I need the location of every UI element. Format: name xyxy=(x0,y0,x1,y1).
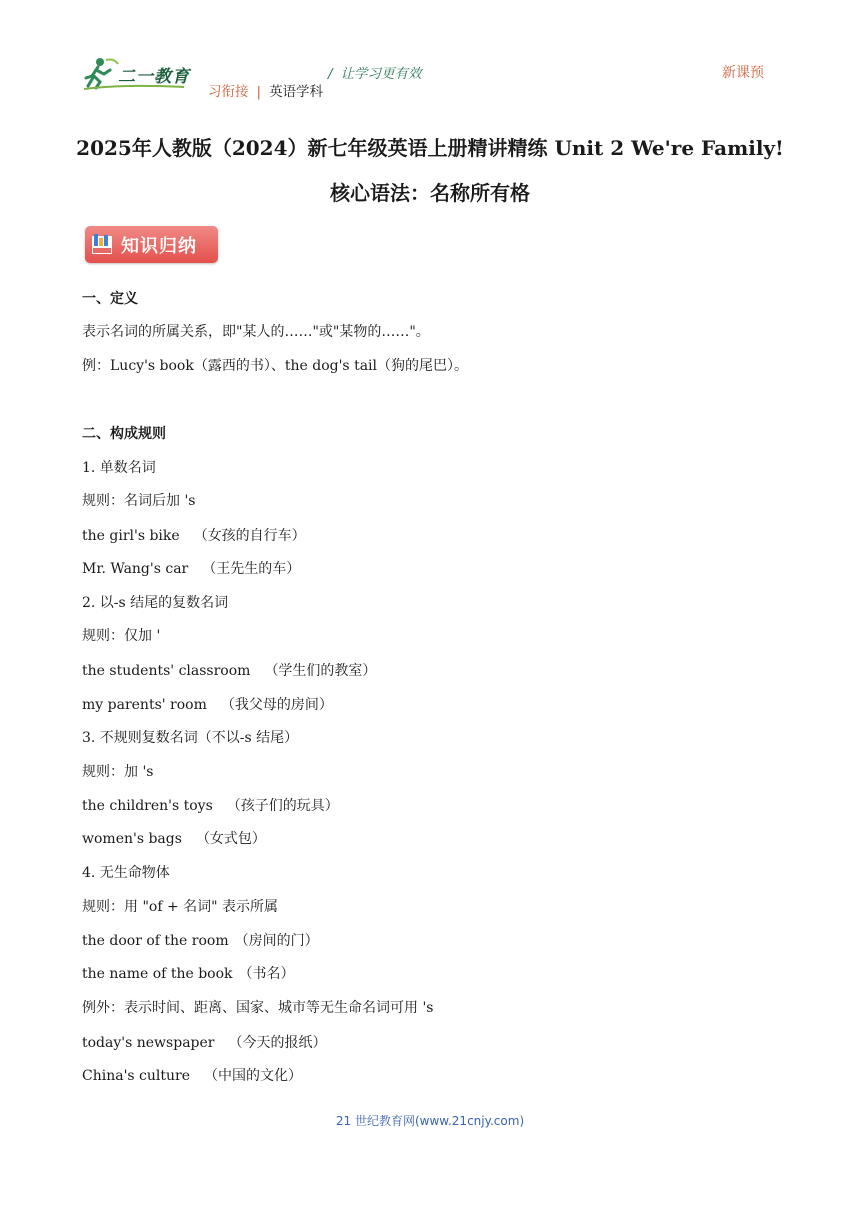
footer-link[interactable]: 21 世纪教育网(www.21cnjy.com) xyxy=(335,1114,525,1128)
example-line xyxy=(82,797,339,815)
example-line xyxy=(82,696,333,714)
example-line xyxy=(82,1034,326,1052)
definition-example: 例：Lucy's book（露西的书）、the dog's tail（狗的尾巴）。 xyxy=(82,358,468,374)
knowledge-badge xyxy=(85,226,218,263)
example-line xyxy=(82,1067,302,1085)
document-subtitle: 核心语法：名称所有格 xyxy=(330,181,530,205)
section-heading-rules: 二、构成规则 xyxy=(82,426,166,442)
slogan-text: 让学习更有效 xyxy=(340,66,422,82)
book-stack-icon xyxy=(91,232,113,256)
example-cn: （我父母的房间） xyxy=(220,697,333,713)
example-cn: （孩子们的玩具） xyxy=(226,798,339,814)
example-cn: （书名） xyxy=(238,966,295,982)
subline xyxy=(208,80,323,100)
course-label-continued: 习衔接 xyxy=(208,84,249,100)
example-en: today's newspaper xyxy=(82,1035,215,1051)
subject-label: 英语学科 xyxy=(269,84,324,100)
example-line xyxy=(82,830,266,848)
slogan xyxy=(328,62,422,82)
definition-text: 表示名词的所属关系，即"某人的……"或"某物的……"。 xyxy=(82,324,430,340)
rule-3-text: 规则：加 's xyxy=(82,764,154,780)
example-cn: （女孩的自行车） xyxy=(193,528,306,544)
slogan-slash: / xyxy=(328,66,333,82)
example-en: the name of the book xyxy=(82,966,233,982)
example-en: women's bags xyxy=(82,831,182,847)
example-en: China's culture xyxy=(82,1068,191,1084)
example-en: the door of the room xyxy=(82,933,229,949)
rule-2-text: 规则：仅加 ' xyxy=(82,628,161,644)
example-cn: （学生们的教室） xyxy=(264,663,377,679)
example-en: Mr. Wang's car xyxy=(82,561,189,577)
logo-text: 二一教育 xyxy=(118,67,190,87)
example-en: the children's toys xyxy=(82,798,213,814)
rule-4-exception: 例外：表示时间、距离、国家、城市等无生命名词可用 's xyxy=(82,1000,434,1016)
document-title: 2025年人教版（2024）新七年级英语上册精讲精练 Unit 2 We're Family! xyxy=(76,136,784,160)
rule-1-text: 规则：名词后加 's xyxy=(82,493,196,509)
rule-1-title: 1. 单数名词 xyxy=(82,460,156,476)
example-cn: （中国的文化） xyxy=(204,1068,303,1084)
example-cn: （今天的报纸） xyxy=(228,1035,327,1051)
section-heading-definition: 一、定义 xyxy=(82,291,138,307)
example-en: the girl's bike xyxy=(82,528,180,544)
rule-2-title: 2. 以-s 结尾的复数名词 xyxy=(82,595,229,611)
rule-4-text: 规则：用 "of + 名词" 表示所属 xyxy=(82,899,279,915)
example-line xyxy=(82,662,376,680)
separator: | xyxy=(256,84,262,100)
example-line xyxy=(82,527,306,545)
example-line xyxy=(82,932,319,950)
example-cn: （女式包） xyxy=(195,831,266,847)
rule-3-title: 3. 不规则复数名词（不以-s 结尾） xyxy=(82,730,299,746)
example-line xyxy=(82,965,295,983)
example-line xyxy=(82,560,300,578)
rule-4-title: 4. 无生命物体 xyxy=(82,865,170,881)
course-label: 新课预 xyxy=(722,65,764,81)
example-en: my parents' room xyxy=(82,697,207,713)
example-cn: （王先生的车） xyxy=(202,561,301,577)
example-cn: （房间的门） xyxy=(234,933,319,949)
example-en: the students' classroom xyxy=(82,663,251,679)
badge-label: 知识归纳 xyxy=(121,236,197,257)
